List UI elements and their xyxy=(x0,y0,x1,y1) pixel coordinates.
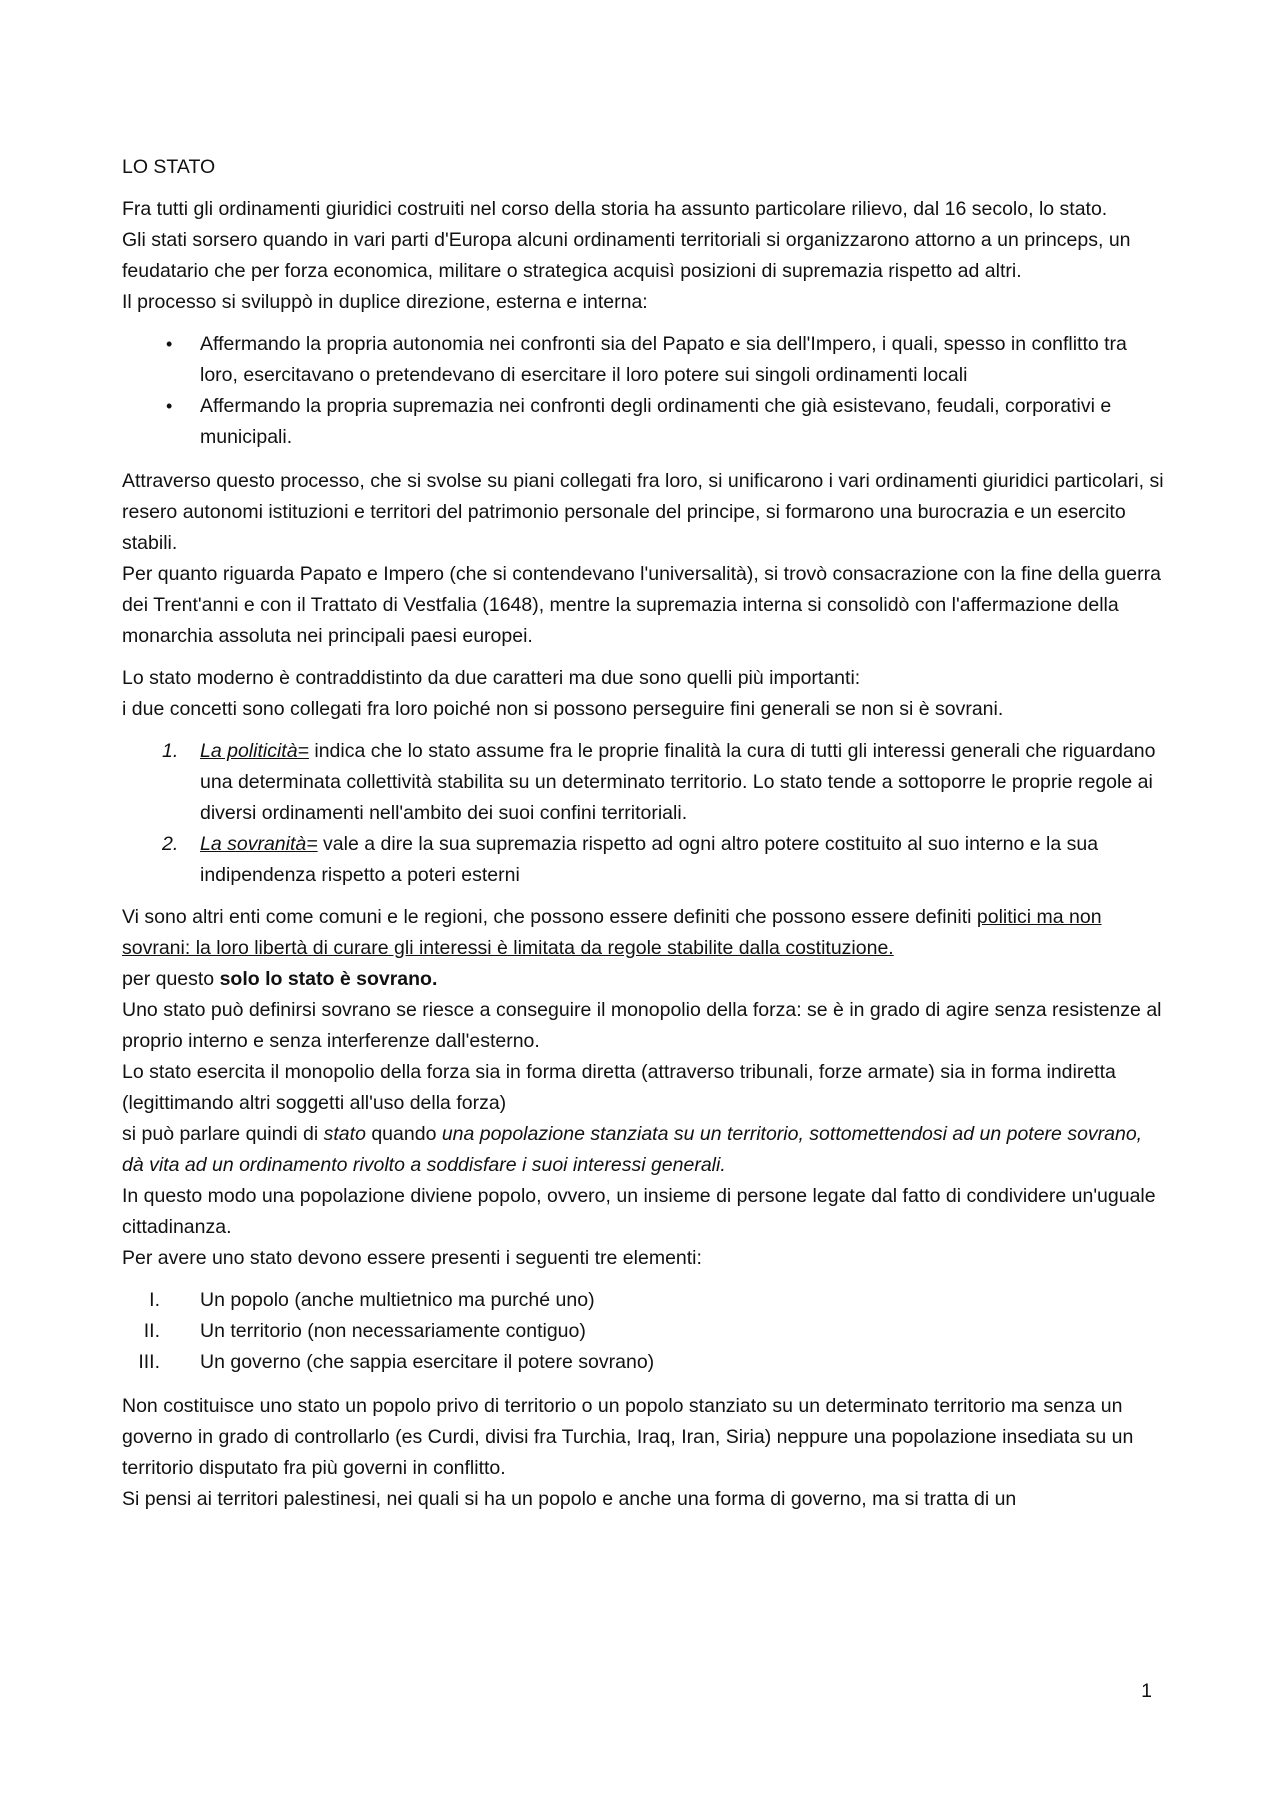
paragraph-force: Lo stato esercita il monopolio della forza sia in forma diretta (attraverso tribunali, forze armate) sia in forma indiretta (legittimando altri soggetti all'uso della forza) xyxy=(122,1061,1116,1114)
paragraph-unification: Attraverso questo processo, che si svolse su piani collegati fra loro, si unificarono i vari ordinamenti giuridici particolari, si resero autonomi istituzioni e territori del patrimonio personale del principe, si formarono una burocrazia e un esercito stabili. xyxy=(122,470,1164,554)
paragraph-concepts: i due concetti sono collegati fra loro poiché non si possono perseguire fini generali se non si è sovrani. xyxy=(122,698,1004,720)
paragraph-palestine: Si pensi ai territori palestinesi, nei quali si ha un popolo e anche una forma di governo, ma si tratta di un xyxy=(122,1488,1017,1510)
roman-list xyxy=(122,1285,1168,1378)
text-span: quando xyxy=(365,1123,442,1145)
paragraph-intro: Fra tutti gli ordinamenti giuridici costruiti nel corso della storia ha assunto particolare rilievo, dal 16 secolo, lo stato. xyxy=(122,198,1108,220)
italic-text: stato xyxy=(323,1123,366,1145)
document-title: LO STATO xyxy=(122,156,216,178)
paragraph-process: Il processo si sviluppò in duplice direzione, esterna e interna: xyxy=(122,291,648,313)
list-item-text: vale a dire la sua supremazia rispetto ad ogni altro potere costituito al suo interno e la sua indipendenza rispetto a poteri esterni xyxy=(200,833,1099,886)
list-item xyxy=(122,391,1168,453)
list-item xyxy=(122,1347,1168,1378)
list-item-text: Affermando la propria autonomia nei confronti sia del Papato e sia dell'Impero, i quali, spesso in conflitto tra loro, esercitavano o pretendevano di esercitare il loro potere sui singoli ordinamenti locali xyxy=(200,333,1127,386)
text-span: Vi sono altri enti come comuni e le regioni, che possono essere definiti che possono essere definiti xyxy=(122,906,977,928)
list-number: 2. xyxy=(162,833,179,855)
paragraph-people: In questo modo una popolazione diviene popolo, ovvero, un insieme di persone legate dal fatto di condividere un'uguale cittadinanza. xyxy=(122,1185,1156,1238)
list-item xyxy=(122,329,1168,391)
list-number: I. xyxy=(149,1289,160,1311)
term-sovranita: La sovranità= xyxy=(200,833,318,855)
paragraph-westphalia: Per quanto riguarda Papato e Impero (che si contendevano l'universalità), si trovò consacrazione con la fine della guerra dei Trent'anni e con il Trattato di Vestfalia (1648), mentre la supremazia interna si consolidò con l'affermazione della monarchia assoluta nei principali paesi europei. xyxy=(122,563,1161,647)
bullet-marker: • xyxy=(166,334,173,354)
bullet-marker: • xyxy=(166,396,173,416)
bold-text: solo lo stato è sovrano. xyxy=(219,968,438,990)
numbered-list xyxy=(122,736,1168,891)
document-body xyxy=(122,152,1168,1515)
paragraph-not-state: Non costituisce uno stato un popolo privo di territorio o un popolo stanziato su un determinato territorio ma senza un governo in grado di controllarlo (es Curdi, divisi fra Turchia, Iraq, Iran, Siria) neppure una popolazione insediata su un territorio disputato fra più governi in conflitto. xyxy=(122,1395,1134,1479)
list-number: 1. xyxy=(162,740,179,762)
list-item-text: indica che lo stato assume fra le proprie finalità la cura di tutti gli interessi generali che riguardano una determinata collettività stabilita su un determinato territorio. Lo stato tende a sottoporre le proprie regole ai diversi ordinamenti nell'ambito dei suoi confini territoriali. xyxy=(200,740,1156,824)
list-item-text: Un popolo (anche multietnico ma purché uno) xyxy=(200,1289,595,1311)
paragraph-definition xyxy=(122,1119,1168,1181)
paragraph-characters: Lo stato moderno è contraddistinto da due caratteri ma due sono quelli più importanti: xyxy=(122,667,861,689)
list-item-text: Un territorio (non necessariamente contiguo) xyxy=(200,1320,586,1342)
paragraph-monopoly: Uno stato può definirsi sovrano se riesce a conseguire il monopolio della forza: se è in grado di agire senza resistenze al proprio interno e senza interferenze dall'esterno. xyxy=(122,999,1162,1052)
paragraph-sovereign xyxy=(122,964,1168,995)
text-span: si può parlare quindi di xyxy=(122,1123,324,1145)
list-item-text: Un governo (che sappia esercitare il potere sovrano) xyxy=(200,1351,655,1373)
term-politicita: La politicità= xyxy=(200,740,309,762)
bullet-list xyxy=(122,329,1168,453)
text-span: per questo xyxy=(122,968,220,990)
paragraph-elements: Per avere uno stato devono essere presenti i seguenti tre elementi: xyxy=(122,1247,702,1269)
list-item xyxy=(122,829,1168,891)
list-item xyxy=(122,1316,1168,1347)
list-item xyxy=(122,1285,1168,1316)
list-item xyxy=(122,736,1168,829)
italic-text: una popolazione stanziata su un territorio, sottomettendosi ad un potere sovrano, dà vita ad un ordinamento rivolto a soddisfare i suoi interessi generali. xyxy=(122,1123,1143,1176)
list-number: II. xyxy=(143,1320,160,1342)
list-number: III. xyxy=(138,1351,160,1373)
page-number: 1 xyxy=(1141,1680,1152,1702)
paragraph-origins: Gli stati sorsero quando in vari parti d'Europa alcuni ordinamenti territoriali si organizzarono attorno a un princeps, un feudatario che per forza economica, militare o strategica acquisì posizioni di supremazia rispetto ad altri. xyxy=(122,229,1131,282)
list-item-text: Affermando la propria supremazia nei confronti degli ordinamenti che già esistevano, feudali, corporativi e municipali. xyxy=(200,395,1112,448)
underlined-text: politici ma non sovrani: la loro libertà di curare gli interessi è limitata da regole stabilite dalla costituzione. xyxy=(122,906,1102,959)
paragraph-other-entities xyxy=(122,902,1168,964)
